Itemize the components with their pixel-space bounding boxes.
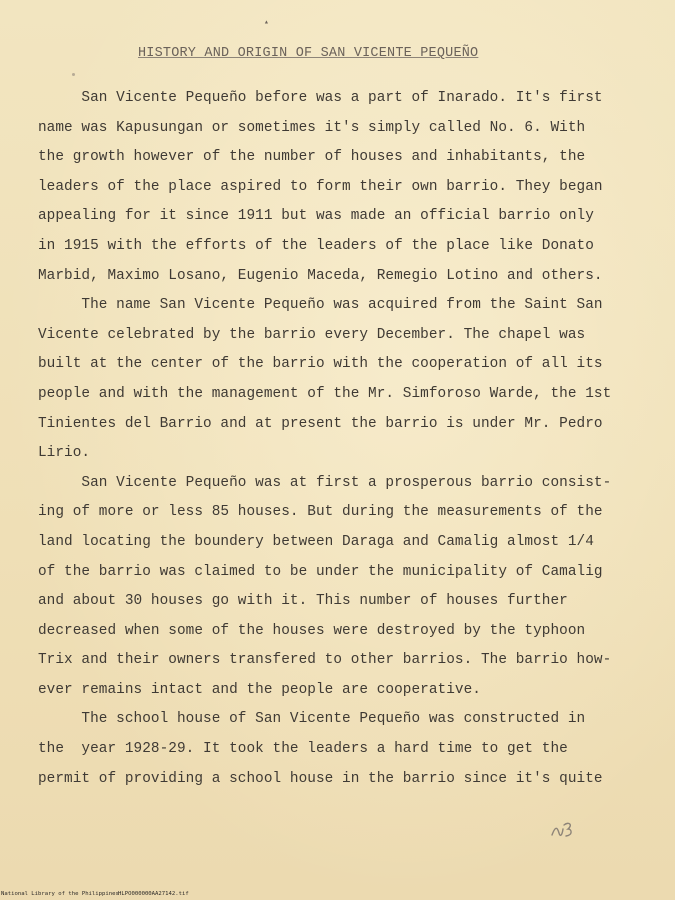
text-line: land locating the boundery between Daraga and Camalig almost 1/4 (38, 533, 594, 550)
text-line: permit of providing a school house in the barrio since it's quite (38, 770, 603, 787)
text-line: ing of more or less 85 houses. But during the measurements of the (38, 504, 603, 521)
text-line: of the barrio was claimed to be under the municipality of Camalig (38, 563, 603, 580)
text-line: decreased when some of the houses were destroyed by the typhoon (38, 622, 586, 639)
scan-footer (0, 889, 675, 900)
handwritten-mark (548, 817, 578, 843)
footer-source: National Library of the Philippines (1, 891, 119, 897)
document-title: HISTORY AND ORIGIN OF SAN VICENTE PEQUEÑO (138, 46, 479, 61)
text-line: built at the center of the barrio with the cooperation of all its (38, 356, 603, 373)
text-line: Trix and their owners transfered to other barrios. The barrio how- (38, 652, 612, 669)
text-line: Marbid, Maximo Losano, Eugenio Maceda, Remegio Lotino and others. (38, 267, 603, 284)
text-line: San Vicente Pequeño before was a part of Inarado. It's first (38, 90, 603, 106)
paper-speck (72, 73, 75, 76)
text-line: San Vicente Pequeño was at first a prosperous barrio consist- (38, 474, 612, 491)
text-line: Lirio. (38, 445, 91, 462)
footer-filename: HLPO000000AA27142.tif (118, 891, 189, 897)
text-line: people and with the management of the Mr. Simforoso Warde, the 1st (38, 385, 612, 402)
text-line: in 1915 with the efforts of the leaders of the place like Donato (38, 237, 594, 254)
text-line: the year 1928-29. It took the leaders a hard time to get the (38, 741, 568, 758)
text-line: the growth however of the number of houses and inhabitants, the (38, 149, 586, 166)
text-line: appealing for it since 1911 but was made an official barrio only (38, 208, 594, 225)
text-line: name was Kapusungan or sometimes it's simply called No. 6. With (38, 119, 586, 136)
top-mark: ▴ (264, 18, 269, 27)
text-line: and about 30 houses go with it. This number of houses further (38, 593, 568, 610)
text-line: Vicente celebrated by the barrio every December. The chapel was (38, 326, 586, 343)
text-line: Tinientes del Barrio and at present the barrio is under Mr. Pedro (38, 415, 603, 432)
document-body (38, 84, 628, 794)
text-line: The school house of San Vicente Pequeño was constructed in (38, 711, 586, 728)
text-line: The name San Vicente Pequeño was acquired from the Saint San (38, 297, 603, 314)
text-line: leaders of the place aspired to form their own barrio. They began (38, 178, 603, 195)
text-line: ever remains intact and the people are cooperative. (38, 681, 481, 698)
